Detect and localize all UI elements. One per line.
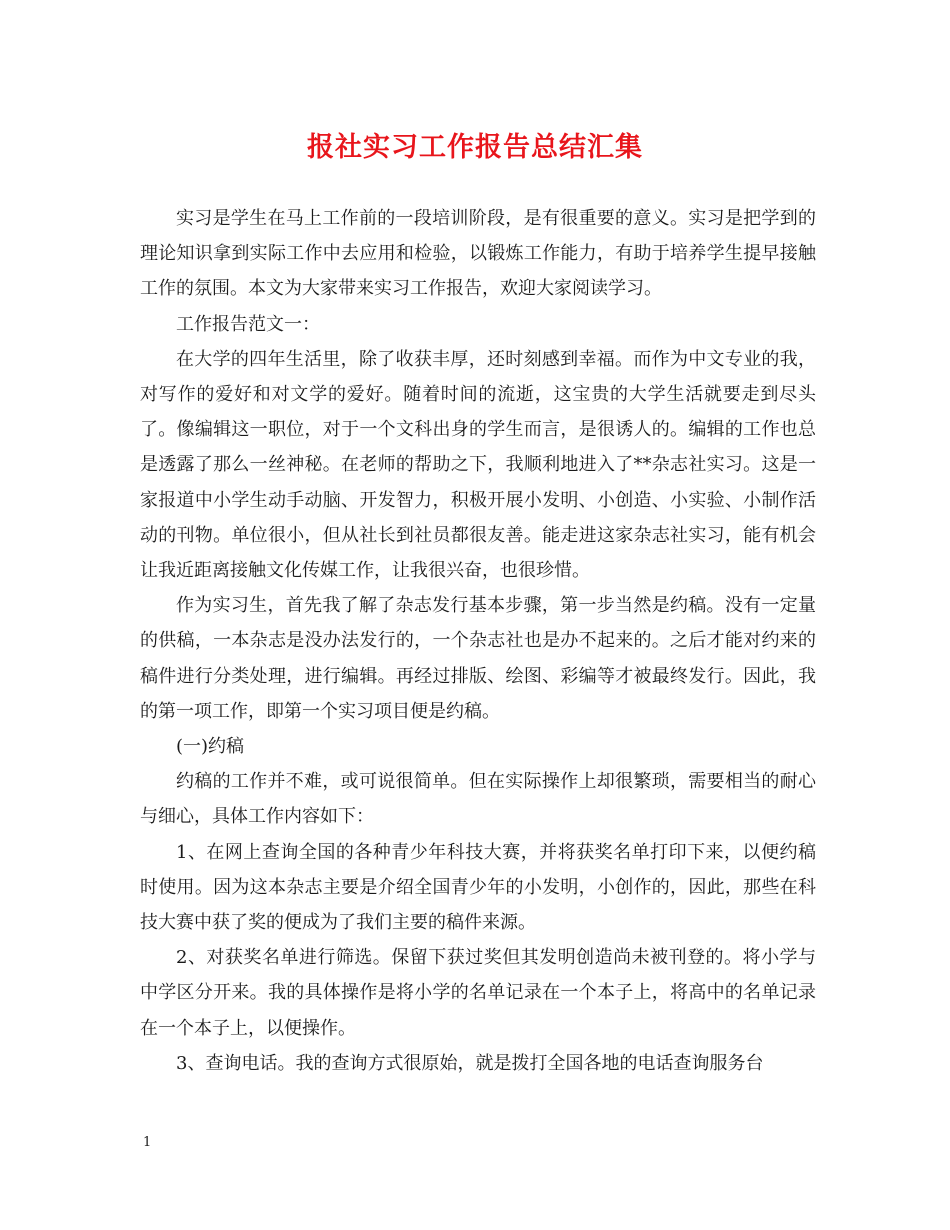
paragraph-item-2: 2、对获奖名单进行筛选。保留下获过奖但其发明创造尚未被刊登的。将小学与中学区分开来。我的具体操作是将小学的名单记录在一个本子上，将高中的名单记录在一个本子上，以便操作。 [140, 947, 816, 1039]
paragraph-intern-steps: 作为实习生，首先我了解了杂志发行基本步骤，第一步当然是约稿。没有一定量的供稿，一本杂志是没办法发行的，一个杂志社也是办不起来的。之后才能对约来的稿件进行分类处理，进行编辑。再经过排版、绘图、彩编等才被最终发行。因此，我的第一项工作，即第一个实习项目便是约稿。 [140, 595, 816, 722]
document-title: 报社实习工作报告总结汇集 [307, 132, 643, 163]
paragraph-item-1: 1、在网上查询全国的各种青少年科技大赛，并将获奖名单打印下来，以便约稿时使用。因为这本杂志主要是介绍全国青少年的小发明，小创作的，因此，那些在科技大赛中获了奖的便成为了我们主要的稿件来源。 [140, 841, 816, 934]
paragraph-solicit-work: 约稿的工作并不难，或可说很简单。但在实际操作上却很繁琐，需要相当的耐心与细心，具体工作内容如下： [140, 771, 816, 828]
document-body [140, 201, 816, 1081]
page-number: 1 [143, 1135, 152, 1150]
paragraph-item-3: 3、查询电话。我的查询方式很原始，就是拨打全国各地的电话查询服务台 [176, 1052, 764, 1074]
paragraph-sample-heading: 工作报告范文一： [176, 313, 320, 335]
paragraph-university-life: 在大学的四年生活里，除了收获丰厚，还时刻感到幸福。而作为中文专业的我，对写作的爱好和对文学的爱好。随着时间的流逝，这宝贵的大学生活就要走到尽头了。像编辑这一职位，对于一个文科出身的学生而言，是很诱人的。编辑的工作也总是透露了那么一丝神秘。在老师的帮助之下，我顺利地进入了**杂志社实习。这是一家报道中小学生动手动脑、开发智力，积极开展小发明、小创造、小实验、小制作活动的刊物。单位很小，但从社长到社员都很友善。能走进这家杂志社实习，能有机会让我近距离接触文化传媒工作，让我很兴奋，也很珍惜。 [140, 348, 816, 582]
paragraph-section-heading: (一)约稿 [176, 736, 245, 758]
paragraph-intro: 实习是学生在马上工作前的一段培训阶段，是有很重要的意义。实习是把学到的理论知识拿到实际工作中去应用和检验，以锻炼工作能力，有助于培养学生提早接触工作的氛围。本文为大家带来实习工作报告，欢迎大家阅读学习。 [140, 208, 816, 300]
